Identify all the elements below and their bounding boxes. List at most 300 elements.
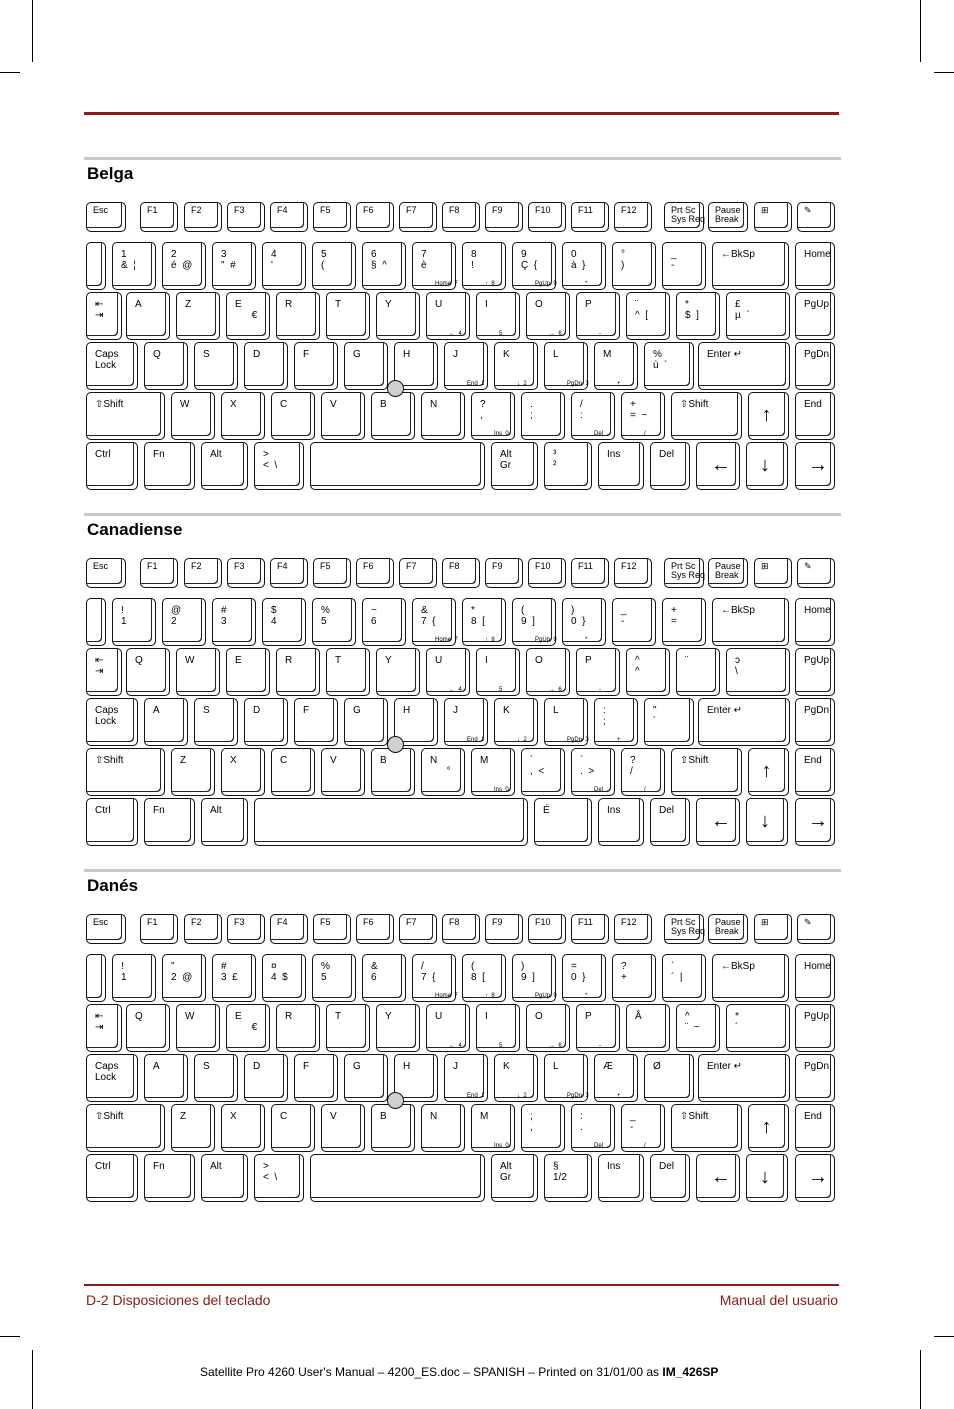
key-label: ←	[711, 1166, 731, 1188]
key-f10[interactable]	[528, 558, 566, 588]
key-blank[interactable]	[212, 954, 256, 1002]
key-j[interactable]	[444, 1054, 488, 1102]
key-label: PgDn	[804, 705, 830, 716]
key-pgup[interactable]	[795, 292, 835, 340]
crop-mark	[934, 1336, 954, 1337]
key-label: Prt Sc Sys Req	[671, 561, 706, 580]
key-blank[interactable]	[748, 1104, 789, 1152]
key-label: F2	[191, 205, 202, 215]
key-blank[interactable]	[310, 442, 485, 490]
key-p[interactable]	[576, 648, 620, 696]
key-f1[interactable]	[140, 202, 178, 232]
key-blank[interactable]	[662, 954, 706, 1002]
key-i[interactable]	[476, 292, 520, 340]
key-blank[interactable]	[662, 598, 706, 646]
key-f3[interactable]	[227, 914, 265, 944]
key-w[interactable]	[176, 648, 220, 696]
key-blank[interactable]	[521, 748, 565, 796]
key-y[interactable]	[376, 292, 420, 340]
key-end[interactable]	[795, 748, 835, 796]
key-e[interactable]	[226, 292, 270, 340]
key-f[interactable]	[294, 342, 338, 390]
crop-mark	[920, 1350, 921, 1409]
key-blank[interactable]	[696, 1154, 740, 1202]
key-z[interactable]	[171, 1104, 215, 1152]
key-l[interactable]	[544, 342, 588, 390]
key-v[interactable]	[321, 748, 365, 796]
key-f3[interactable]	[227, 202, 265, 232]
key-blank[interactable]	[571, 748, 615, 796]
key-f11[interactable]	[571, 914, 609, 944]
key-f7[interactable]	[399, 558, 437, 588]
key-f5[interactable]	[313, 202, 351, 232]
key-blank[interactable]	[644, 342, 694, 390]
key-label: L	[553, 349, 559, 360]
key-blank[interactable]	[86, 598, 106, 646]
key-fn[interactable]	[144, 1154, 195, 1202]
key-label: H	[403, 349, 411, 360]
key-9[interactable]	[512, 242, 556, 290]
key-blank[interactable]	[262, 598, 306, 646]
key-v[interactable]	[321, 392, 365, 440]
key-blank[interactable]	[562, 598, 606, 646]
key-blank[interactable]	[726, 1004, 790, 1052]
key-blank[interactable]	[112, 954, 156, 1002]
key-k[interactable]	[494, 342, 538, 390]
key-label: ←	[711, 454, 731, 476]
key-blank[interactable]	[797, 202, 835, 232]
key-alt[interactable]	[201, 798, 248, 846]
key-fn[interactable]	[144, 798, 195, 846]
key-blank[interactable]	[746, 1154, 788, 1202]
key-label: W	[185, 1011, 195, 1022]
key-blank[interactable]	[795, 1154, 835, 1202]
key-u[interactable]	[426, 648, 470, 696]
key-home[interactable]	[795, 242, 835, 290]
key-q[interactable]	[126, 648, 170, 696]
key-a[interactable]	[144, 1054, 188, 1102]
key-label: P	[585, 299, 592, 310]
key-u[interactable]	[426, 1004, 470, 1052]
key-r[interactable]	[276, 1004, 320, 1052]
key-b[interactable]	[371, 1104, 415, 1152]
key-f6[interactable]	[356, 914, 394, 944]
key-home[interactable]	[795, 598, 835, 646]
key-blank[interactable]	[544, 1154, 592, 1202]
key-blank[interactable]	[362, 598, 406, 646]
key-end[interactable]	[795, 1104, 835, 1152]
key-f12[interactable]	[614, 558, 652, 588]
key-c[interactable]	[271, 392, 315, 440]
key-esc[interactable]	[86, 558, 126, 588]
key-blank[interactable]	[412, 598, 456, 646]
key-blank[interactable]	[795, 798, 835, 846]
key-f7[interactable]	[399, 914, 437, 944]
key-del[interactable]	[650, 798, 690, 846]
key-e[interactable]	[226, 1004, 270, 1052]
key-numpad-legend: PgDn 3	[567, 737, 589, 743]
key-k[interactable]	[494, 698, 538, 746]
key-f5[interactable]	[313, 914, 351, 944]
key-p[interactable]	[576, 292, 620, 340]
key-pgdn[interactable]	[795, 342, 835, 390]
key-m[interactable]	[471, 748, 515, 796]
key-blank[interactable]	[112, 598, 156, 646]
key-blank[interactable]	[521, 1104, 565, 1152]
key-blank[interactable]	[612, 954, 656, 1002]
key-pgup[interactable]	[795, 1004, 835, 1052]
key-f11[interactable]	[571, 202, 609, 232]
key-label: V	[330, 755, 337, 766]
key-blank[interactable]	[696, 798, 740, 846]
key-blank[interactable]	[748, 748, 789, 796]
key-blank[interactable]	[521, 392, 565, 440]
key-f7[interactable]	[399, 202, 437, 232]
key-label: ⇤ ⇥	[95, 1011, 104, 1033]
key-label: % 5	[321, 961, 330, 983]
key-blank[interactable]	[726, 648, 790, 696]
key-blank[interactable]	[754, 914, 792, 944]
key-f12[interactable]	[614, 202, 652, 232]
key-n[interactable]	[421, 1104, 465, 1152]
key-blank[interactable]	[262, 954, 306, 1002]
key-f2[interactable]	[184, 202, 222, 232]
key-f9[interactable]	[485, 202, 523, 232]
key-label: " 2 @	[171, 961, 193, 983]
key-blank[interactable]	[621, 748, 665, 796]
key-label: Y	[385, 655, 392, 666]
key-label: F6	[363, 561, 374, 571]
key-shift[interactable]	[86, 748, 165, 796]
key-b[interactable]	[371, 392, 415, 440]
key-0[interactable]	[562, 242, 606, 290]
key-blank[interactable]	[562, 954, 606, 1002]
key-bksp[interactable]	[712, 598, 789, 646]
key-blank[interactable]	[676, 1004, 720, 1052]
key-blank[interactable]	[748, 392, 789, 440]
key-x[interactable]	[221, 748, 265, 796]
key-f[interactable]	[294, 698, 338, 746]
key-home[interactable]	[795, 954, 835, 1002]
key-f4[interactable]	[270, 914, 308, 944]
key-pause[interactable]	[708, 558, 748, 588]
key-d[interactable]	[244, 1054, 288, 1102]
key-pause[interactable]	[708, 202, 748, 232]
key-enter[interactable]	[698, 698, 790, 746]
key-4[interactable]	[262, 242, 306, 290]
key-g[interactable]	[344, 1054, 388, 1102]
key-6[interactable]	[362, 242, 406, 290]
key-ctrl[interactable]	[86, 1154, 138, 1202]
key-f11[interactable]	[571, 558, 609, 588]
key-pgdn[interactable]	[795, 698, 835, 746]
key-a[interactable]	[144, 698, 188, 746]
key-8[interactable]	[462, 242, 506, 290]
key-blank[interactable]	[612, 242, 656, 290]
key-alt[interactable]	[201, 442, 248, 490]
key-t[interactable]	[326, 1004, 370, 1052]
key-blank[interactable]	[571, 1104, 615, 1152]
key-blank[interactable]	[746, 442, 788, 490]
key-p[interactable]	[576, 1004, 620, 1052]
key-blank[interactable]	[312, 954, 356, 1002]
key-5[interactable]	[312, 242, 356, 290]
key-label: * 8 [	[471, 605, 485, 627]
key-blank[interactable]	[254, 798, 528, 846]
key-e[interactable]	[226, 648, 270, 696]
key-o[interactable]	[526, 1004, 570, 1052]
key-blank[interactable]	[471, 392, 515, 440]
key-t[interactable]	[326, 648, 370, 696]
key-blank[interactable]	[212, 598, 256, 646]
key-f12[interactable]	[614, 914, 652, 944]
key-blank[interactable]	[726, 292, 790, 340]
key-blank[interactable]	[626, 648, 670, 696]
key-blank[interactable]	[626, 292, 670, 340]
key-label: 8 !	[471, 249, 477, 271]
key-blank[interactable]	[571, 392, 615, 440]
key-blank[interactable]	[621, 392, 665, 440]
key-f10[interactable]	[528, 914, 566, 944]
key-s[interactable]	[194, 342, 238, 390]
key-b[interactable]	[371, 748, 415, 796]
key-label: E	[235, 655, 242, 666]
key-bksp[interactable]	[712, 954, 789, 1002]
key-blank[interactable]	[676, 292, 720, 340]
key-f4[interactable]	[270, 202, 308, 232]
key-f6[interactable]	[356, 558, 394, 588]
key-end[interactable]	[795, 392, 835, 440]
key-label: Alt	[210, 805, 222, 816]
key-pgup[interactable]	[795, 648, 835, 696]
key-prt-sc[interactable]	[664, 558, 704, 588]
key-label: F1	[147, 561, 158, 571]
key-7[interactable]	[412, 242, 456, 290]
key-j[interactable]	[444, 698, 488, 746]
key-label: R	[285, 1011, 293, 1022]
key-blank[interactable]	[797, 558, 835, 588]
key-label: B	[380, 755, 387, 766]
key-f4[interactable]	[270, 558, 308, 588]
key-blank[interactable]	[754, 202, 792, 232]
key-f9[interactable]	[485, 558, 523, 588]
key-del[interactable]	[650, 442, 690, 490]
key-w[interactable]	[171, 392, 215, 440]
key-f5[interactable]	[313, 558, 351, 588]
key-enter[interactable]	[698, 342, 790, 390]
key-blank[interactable]	[86, 292, 122, 340]
key-w[interactable]	[176, 1004, 220, 1052]
key-q[interactable]	[126, 1004, 170, 1052]
key-o[interactable]	[526, 292, 570, 340]
key-f8[interactable]	[442, 914, 480, 944]
key-1[interactable]	[112, 242, 156, 290]
key-blank[interactable]	[254, 442, 304, 490]
key-blank[interactable]	[534, 798, 592, 846]
key-numpad-legend: *	[585, 281, 588, 287]
key-f[interactable]	[294, 1054, 338, 1102]
key-blank[interactable]	[462, 598, 506, 646]
key-blank[interactable]	[512, 954, 556, 1002]
key-blank[interactable]	[86, 648, 122, 696]
key-c[interactable]	[271, 1104, 315, 1152]
key-label: F7	[406, 205, 417, 215]
key-shift[interactable]	[671, 748, 742, 796]
key-blank[interactable]	[797, 914, 835, 944]
key-x[interactable]	[221, 392, 265, 440]
key-label: Fn	[153, 449, 165, 460]
key-numpad-legend: → 6	[549, 331, 562, 337]
key-blank[interactable]	[312, 598, 356, 646]
key-caps[interactable]	[86, 342, 138, 390]
key-d[interactable]	[244, 698, 288, 746]
key-prt-sc[interactable]	[664, 914, 704, 944]
key-blank[interactable]	[412, 954, 456, 1002]
key-label: ←BkSp	[721, 961, 755, 972]
key-t[interactable]	[326, 292, 370, 340]
key-blank[interactable]	[626, 1004, 670, 1052]
key-fn[interactable]	[144, 442, 195, 490]
key-o[interactable]	[526, 648, 570, 696]
key-blank[interactable]	[162, 954, 206, 1002]
key-r[interactable]	[276, 648, 320, 696]
key-s[interactable]	[194, 698, 238, 746]
key-blank[interactable]	[644, 1054, 694, 1102]
key-blank[interactable]	[462, 954, 506, 1002]
key-j[interactable]	[444, 342, 488, 390]
key-label: F9	[492, 205, 503, 215]
key-ins[interactable]	[598, 798, 644, 846]
key-caps[interactable]	[86, 698, 138, 746]
key-blank[interactable]	[86, 954, 106, 1002]
key-f8[interactable]	[442, 202, 480, 232]
key-f8[interactable]	[442, 558, 480, 588]
key-enter[interactable]	[698, 1054, 790, 1102]
key-blank[interactable]	[696, 442, 740, 490]
key-bksp[interactable]	[712, 242, 789, 290]
key-x[interactable]	[221, 1104, 265, 1152]
key-blank[interactable]	[594, 698, 638, 746]
key-f9[interactable]	[485, 914, 523, 944]
key-c[interactable]	[271, 748, 315, 796]
key-numpad-legend: ↑ 8	[485, 993, 495, 999]
key-m[interactable]	[594, 342, 638, 390]
key-k[interactable]	[494, 1054, 538, 1102]
key-alt[interactable]	[491, 1154, 538, 1202]
key-i[interactable]	[476, 1004, 520, 1052]
key-shift[interactable]	[671, 392, 742, 440]
key-shift[interactable]	[671, 1104, 742, 1152]
key-blank[interactable]	[362, 954, 406, 1002]
key-f6[interactable]	[356, 202, 394, 232]
key-f2[interactable]	[184, 914, 222, 944]
key-esc[interactable]	[86, 914, 126, 944]
key-f10[interactable]	[528, 202, 566, 232]
key-blank[interactable]	[621, 1104, 665, 1152]
key-f1[interactable]	[140, 558, 178, 588]
key-blank[interactable]	[754, 558, 792, 588]
key-blank[interactable]	[254, 1154, 304, 1202]
key-s[interactable]	[194, 1054, 238, 1102]
key-ins[interactable]	[598, 1154, 644, 1202]
key-pause[interactable]	[708, 914, 748, 944]
crop-mark	[0, 72, 20, 73]
key-m[interactable]	[471, 1104, 515, 1152]
key-f2[interactable]	[184, 558, 222, 588]
key-label: PgUp	[804, 1011, 830, 1022]
key-z[interactable]	[171, 748, 215, 796]
key-label: & 6	[371, 961, 378, 983]
key-prt-sc[interactable]	[664, 202, 704, 232]
key-blank[interactable]	[676, 648, 720, 696]
key-v[interactable]	[321, 1104, 365, 1152]
key-blank[interactable]	[544, 442, 592, 490]
key-label: PgDn	[804, 1061, 830, 1072]
key-label: > < \	[263, 449, 278, 471]
key-i[interactable]	[476, 648, 520, 696]
key-alt[interactable]	[491, 442, 538, 490]
key-y[interactable]	[376, 648, 420, 696]
key-blank[interactable]	[644, 698, 694, 746]
key-g[interactable]	[344, 342, 388, 390]
key-l[interactable]	[544, 698, 588, 746]
key-esc[interactable]	[86, 202, 126, 232]
key-label: T	[335, 299, 342, 310]
key-blank[interactable]	[612, 598, 656, 646]
key-blank[interactable]	[512, 598, 556, 646]
key-q[interactable]	[144, 342, 188, 390]
key-label: ✎	[804, 917, 812, 927]
key-blank[interactable]	[86, 1004, 122, 1052]
key-blank[interactable]	[795, 442, 835, 490]
key-f3[interactable]	[227, 558, 265, 588]
key-l[interactable]	[544, 1054, 588, 1102]
key-f1[interactable]	[140, 914, 178, 944]
key-y[interactable]	[376, 1004, 420, 1052]
key-a[interactable]	[126, 292, 170, 340]
key-label: Y	[385, 1011, 392, 1022]
key-r[interactable]	[276, 292, 320, 340]
key-blank[interactable]	[746, 798, 788, 846]
key-blank[interactable]	[594, 1054, 638, 1102]
key-n[interactable]	[421, 392, 465, 440]
key-2[interactable]	[162, 242, 206, 290]
key-caps[interactable]	[86, 1054, 138, 1102]
key-z[interactable]	[176, 292, 220, 340]
key-blank[interactable]	[162, 598, 206, 646]
key-ins[interactable]	[598, 442, 644, 490]
key-label: W	[185, 655, 195, 666]
key-label: R	[285, 655, 293, 666]
key-shift[interactable]	[86, 392, 165, 440]
key-blank[interactable]	[662, 242, 706, 290]
key-ctrl[interactable]	[86, 798, 138, 846]
key-pgdn[interactable]	[795, 1054, 835, 1102]
key-u[interactable]	[426, 292, 470, 340]
key-shift[interactable]	[86, 1104, 165, 1152]
key-numpad-legend: Home 7	[435, 637, 458, 643]
key-blank[interactable]	[310, 1154, 485, 1202]
key-d[interactable]	[244, 342, 288, 390]
key-blank[interactable]	[86, 242, 106, 290]
key-3[interactable]	[212, 242, 256, 290]
key-alt[interactable]	[201, 1154, 248, 1202]
key-g[interactable]	[344, 698, 388, 746]
key-n[interactable]	[421, 748, 465, 796]
key-ctrl[interactable]	[86, 442, 138, 490]
crop-mark	[32, 1350, 33, 1409]
key-del[interactable]	[650, 1154, 690, 1202]
